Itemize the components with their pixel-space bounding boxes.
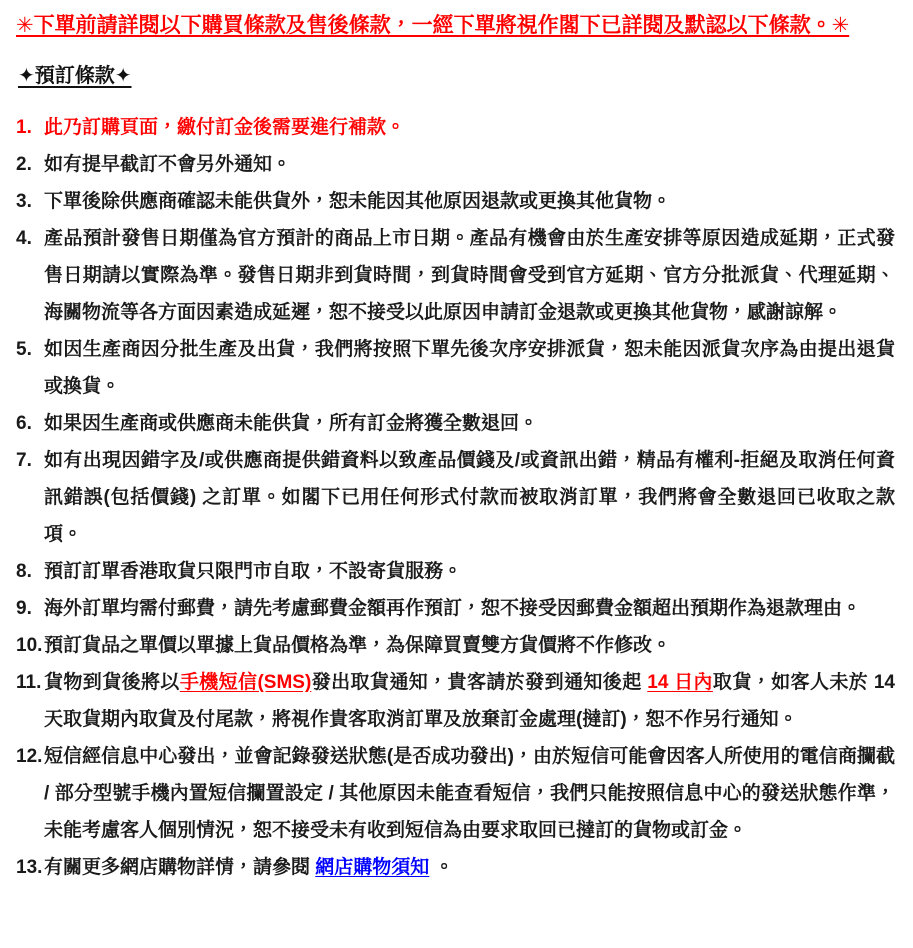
term-item-9 (16, 590, 895, 627)
term-text (44, 664, 895, 738)
term-text-segment: 貨物到貨後將以 (44, 672, 180, 693)
term-text-segment: 取貨，如客人未於 14 天取貨期內取貨及付尾款，將視作貴客取消訂單及放棄訂金處理(撻訂)，恕不作另行通知。 (44, 672, 895, 730)
term-text: 預訂訂單香港取貨只限門市自取，不設寄貨服務。 (44, 561, 463, 582)
term-number: 6. (16, 413, 32, 434)
term-item-6 (16, 405, 895, 442)
term-text: 預訂貨品之單價以單據上貨品價格為準，為保障買賣雙方貨價將不作修改。 (44, 635, 672, 656)
sms-notice-highlight: 手機短信(SMS) (179, 672, 312, 693)
term-item-13 (16, 849, 895, 886)
term-item-5 (16, 331, 895, 405)
term-number: 2. (16, 154, 32, 175)
term-text (44, 849, 895, 886)
term-item-2 (16, 146, 895, 183)
term-number: 11. (16, 672, 42, 693)
term-item-3 (16, 183, 895, 220)
term-text: 如有提早截訂不會另外通知。 (44, 154, 292, 175)
pre-order-warning-banner: ✳下單前請詳閱以下購買條款及售後條款，一經下單將視作閣下已詳閱及默認以下條款。✳ (16, 14, 850, 37)
term-number: 5. (16, 339, 32, 360)
term-number: 4. (16, 228, 32, 249)
term-item-1 (16, 109, 895, 146)
term-number: 3. (16, 191, 32, 212)
term-text-segment: 有關更多網店購物詳情，請參閱 (44, 857, 316, 878)
term-number: 10. (16, 635, 43, 656)
term-number: 1. (16, 117, 32, 138)
term-number: 9. (16, 598, 32, 619)
term-text: 下單後除供應商確認未能供貨外，恕未能因其他原因退款或更換其他貨物。 (44, 191, 672, 212)
term-text: 短信經信息中心發出，並會記錄發送狀態(是否成功發出)，由於短信可能會因客人所使用的電信商攔截 / 部分型號手機內置短信攔置設定 / 其他原因未能查看短信，我們只能按照信息中心的發送狀態作準，未能考慮客人個別情況，恕不接受未有收到短信為由要求取回已撻訂的貨物或訂金。 (44, 746, 895, 841)
term-text: 此乃訂購頁面，繳付訂金後需要進行補款。 (44, 117, 406, 138)
term-text: 如果因生產商或供應商未能供貨，所有訂金將獲全數退回。 (44, 413, 539, 434)
term-number: 7. (16, 450, 32, 471)
term-text: 產品預計發售日期僅為官方預計的商品上市日期。產品有機會由於生產安排等原因造成延期，正式發售日期請以實際為準。發售日期非到貨時間，到貨時間會受到官方延期、官方分批派貨、代理延期、海關物流等各方面因素造成延遲，恕不接受以此原因申請訂金退款或更換其他貨物，感謝諒解。 (44, 228, 895, 323)
shop-guidelines-link[interactable]: 網店購物須知 (315, 857, 430, 878)
term-item-10 (16, 627, 895, 664)
term-number: 13. (16, 857, 43, 878)
term-item-12 (16, 738, 895, 849)
term-text: 如有出現因錯字及/或供應商提供錯資料以致產品價錢及/或資訊出錯，精品有權利-拒絕及取消任何資訊錯誤(包括價錢) 之訂單。如閣下已用任何形式付款而被取消訂單，我們將會全數退回已收取之款項。 (44, 450, 895, 545)
pickup-deadline-highlight: 14 日內 (647, 672, 713, 693)
terms-list (16, 109, 895, 886)
term-item-7 (16, 442, 895, 553)
section-title-preorder-terms: ✦預訂條款✦ (18, 65, 132, 87)
term-item-4 (16, 220, 895, 331)
term-text: 如因生產商因分批生產及出貨，我們將按照下單先後次序安排派貨，恕未能因派貨次序為由提出退貨或換貨。 (44, 339, 895, 397)
term-number: 12. (16, 746, 43, 767)
term-item-11 (16, 664, 895, 738)
term-text: 海外訂單均需付郵費，請先考慮郵費金額再作預訂，恕不接受因郵費金額超出預期作為退款理由。 (44, 598, 862, 619)
term-number: 8. (16, 561, 32, 582)
term-text-segment: 發出取貨通知，貴客請於發到通知後起 (311, 672, 648, 693)
term-item-8 (16, 553, 895, 590)
term-text-segment: 。 (429, 857, 454, 878)
